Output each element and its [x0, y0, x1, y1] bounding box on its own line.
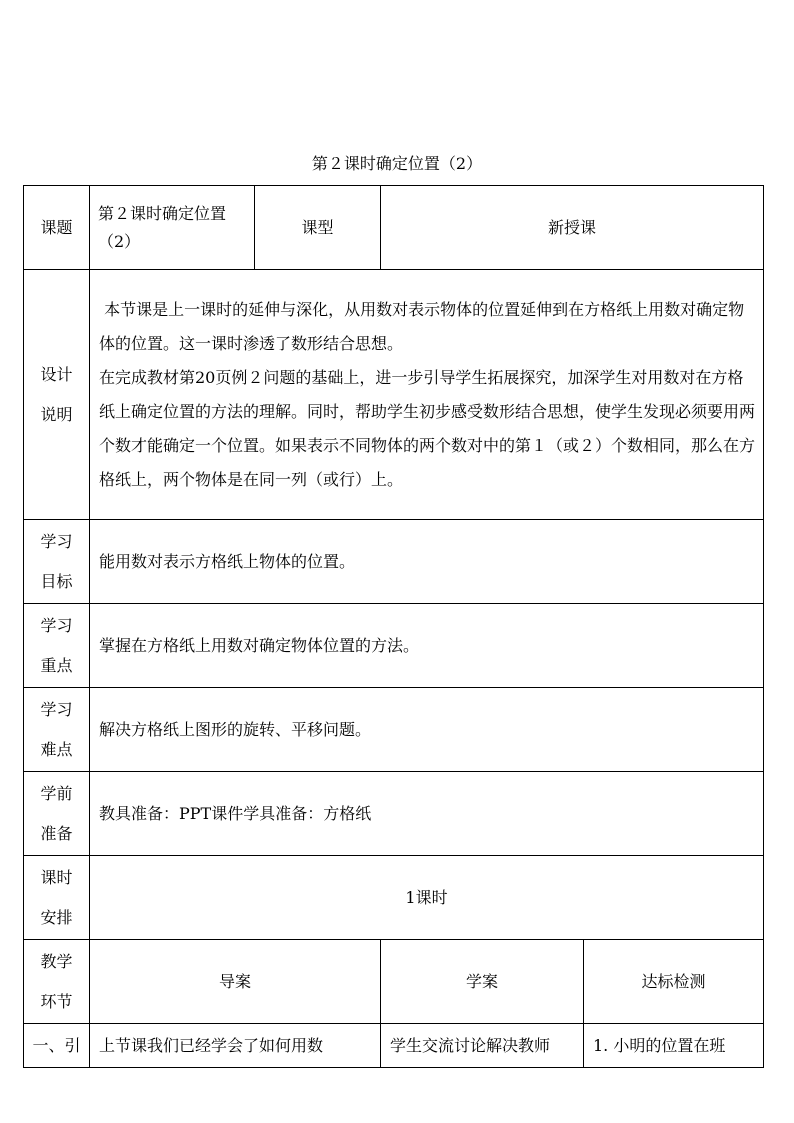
lesson-name-line1: 第２课时确定位置 [98, 203, 227, 223]
description-text [90, 270, 764, 520]
difficulties-row [24, 688, 764, 772]
difficulties-label-line2: 难点 [40, 739, 73, 759]
schedule-row [24, 856, 764, 940]
topic-label: 课题 [24, 186, 90, 270]
document-title: 第２课时确定位置（2） [311, 154, 483, 173]
schedule-label [24, 856, 90, 940]
difficulties-label-line1: 学习 [40, 699, 73, 719]
lesson-name-cell [90, 186, 255, 270]
schedule-text: 1课时 [90, 856, 764, 940]
first-step-label: 一、引 [24, 1024, 90, 1068]
first-step-study: 学生交流讨论解决教师 [381, 1024, 584, 1068]
preparation-label-line2: 准备 [40, 823, 73, 843]
goals-row [24, 520, 764, 604]
goals-label-line2: 目标 [40, 571, 73, 591]
process-label-line1: 教学 [40, 951, 73, 971]
key-points-row [24, 604, 764, 688]
description-paragraph-1: 本节课是上一课时的延伸与深化，从用数对表示物体的位置延伸到在方格纸上用数对确定物体的位置。这一课时渗透了数形结合思想。 [99, 299, 745, 353]
description-paragraph-2: 在完成教材第20页例２问题的基础上，进一步引导学生拓展探究，加深学生对用数对在方格纸上确定位置的方法的理解。同时，帮助学生初步感受数形结合思想，使学生发现必须要用两个数才能确定一个位置。如果表示不同物体的两个数对中的第１（或２）个数相同，那么在方格纸上，两个物体是在同一列（或行）上。 [99, 367, 756, 489]
schedule-label-line1: 课时 [40, 867, 73, 887]
lesson-plan-table [23, 185, 764, 1068]
preparation-label-line1: 学前 [40, 783, 73, 803]
schedule-label-line2: 安排 [40, 907, 73, 927]
goals-label [24, 520, 90, 604]
first-step-guide: 上节课我们已经学会了如何用数 [90, 1024, 381, 1068]
difficulties-text: 解决方格纸上图形的旋转、平移问题。 [90, 688, 764, 772]
key-points-label-line2: 重点 [40, 655, 73, 675]
lesson-name-line2: （2） [98, 231, 141, 251]
lesson-type-value: 新授课 [381, 186, 764, 270]
process-label [24, 940, 90, 1024]
assessment-header: 达标检测 [584, 940, 764, 1024]
lesson-type-label: 课型 [255, 186, 381, 270]
key-points-label-line1: 学习 [40, 615, 73, 635]
description-label [24, 270, 90, 520]
description-label-line1: 设计 [40, 364, 73, 384]
key-points-text: 掌握在方格纸上用数对确定物体位置的方法。 [90, 604, 764, 688]
preparation-label [24, 772, 90, 856]
description-label-line2: 说明 [40, 404, 73, 424]
first-step-row [24, 1024, 764, 1068]
guide-plan-header: 导案 [90, 940, 381, 1024]
preparation-row [24, 772, 764, 856]
description-row [24, 270, 764, 520]
study-plan-header: 学案 [381, 940, 584, 1024]
goals-label-line1: 学习 [40, 531, 73, 551]
goals-text: 能用数对表示方格纸上物体的位置。 [90, 520, 764, 604]
difficulties-label [24, 688, 90, 772]
preparation-text: 教具准备：PPT课件学具准备：方格纸 [90, 772, 764, 856]
topic-row [24, 186, 764, 270]
process-header-row [24, 940, 764, 1024]
key-points-label [24, 604, 90, 688]
first-step-assessment: 1. 小明的位置在班 [584, 1024, 764, 1068]
process-label-line2: 环节 [40, 991, 73, 1011]
